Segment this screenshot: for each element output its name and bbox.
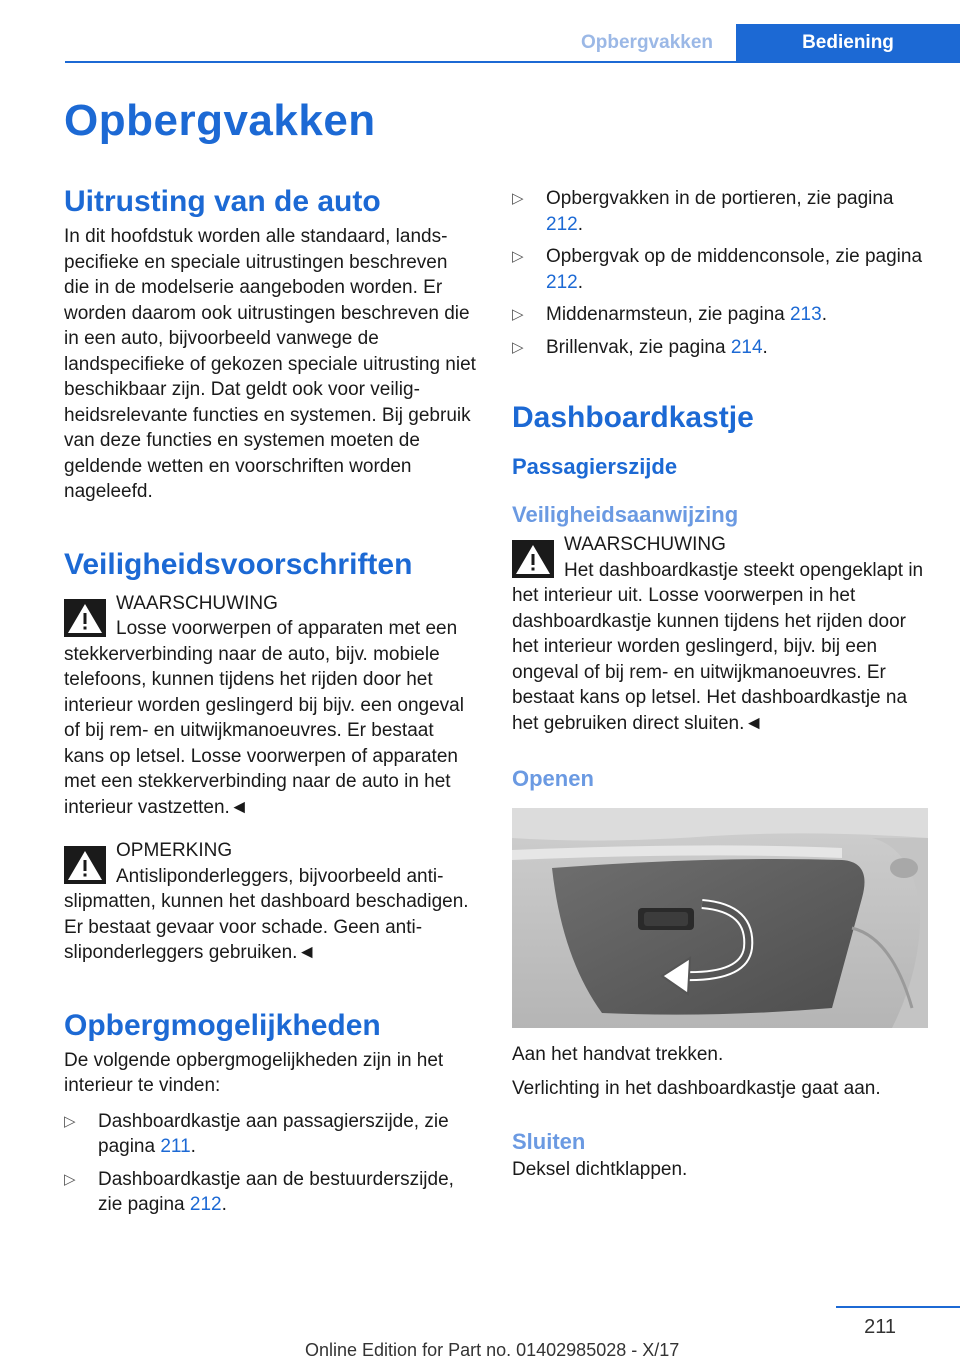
heading-safety-note: Veiligheidsaanwijzing — [512, 502, 739, 527]
warning-label: WAARSCHUWING — [116, 592, 278, 614]
header-section: Opbergvakken — [581, 32, 713, 53]
list-item: ▷ Dashboardkastje aan passagierszijde, zie pagina 211. — [64, 1110, 449, 1157]
page-link[interactable]: 212 — [546, 271, 578, 293]
left-column — [64, 180, 476, 1225]
warning-text: Losse voorwerpen of apparaten met een stekkerverbinding naar de auto, bijv. mobiele telefoons, kunnen tijdens het rijden door het interieur worden geslingerd bij bijv. een ongeval of bij rem- en uitwijkmanoeuvres. Er bestaat kans op letsel. Losse voorwerpen of apparaten met een stekkerverbinding naar de auto in het interieur vastzetten.◄ — [64, 618, 464, 818]
list-item: ▷ Middenarmsteun, zie pagina 213. — [512, 302, 930, 328]
warning-text: Het dashboardkastje steekt opengeklapt in het interieur uit. Losse voorwerpen in het dashboardkastje kunnen tijdens het rijden door het interieur worden geslingerd, bijv. bij een ongeval of bij rem- en uitwijkmanoeuvres. Er bestaat kans op letsel. Het dashboardkastje na het gebruiken direct sluiten.◄ — [512, 559, 924, 734]
arrow-bullet-icon: ▷ — [512, 248, 524, 265]
page-title: Opbergvakken — [64, 96, 376, 145]
paragraph-close: Deksel dichtklappen. — [512, 1159, 688, 1180]
arrow-bullet-icon: ▷ — [512, 306, 524, 323]
heading-open: Openen — [512, 766, 594, 791]
list-item: ▷ Opbergvak op de middenconsole, zie pagina 212. — [512, 246, 923, 293]
storage-list-left — [64, 1109, 476, 1218]
arrow-bullet-icon: ▷ — [64, 1170, 76, 1188]
heading-dashboard: Dashboardkastje — [512, 401, 754, 434]
page-header — [0, 24, 960, 62]
arrow-bullet-icon: ▷ — [512, 338, 524, 356]
page-link[interactable]: 212 — [546, 213, 578, 235]
warning-notice — [512, 532, 930, 736]
warning-triangle-icon — [512, 540, 554, 578]
list-item: ▷ Dashboardkastje aan de bestuurderszijde, zie pagina 212. — [64, 1168, 454, 1215]
paragraph-options: De volgende opbergmogelijkheden zijn in het interieur te vinden: — [64, 1049, 444, 1096]
right-column — [512, 180, 930, 1183]
page-link[interactable]: 211 — [160, 1136, 191, 1157]
page-link[interactable]: 213 — [789, 304, 822, 325]
paragraph-open-1: Aan het handvat trekken. — [512, 1044, 724, 1065]
header-rule — [65, 61, 960, 63]
warning-triangle-icon — [64, 599, 106, 637]
header-chapter: Bediening — [736, 24, 960, 62]
heading-safety: Veiligheidsvoorschriften — [64, 547, 413, 581]
heading-close: Sluiten — [512, 1129, 586, 1154]
warning-notice — [64, 591, 476, 821]
note-notice — [64, 838, 476, 966]
page-link[interactable]: 214 — [730, 336, 763, 358]
heading-options: Opbergmogelijkheden — [64, 1008, 381, 1042]
warning-label: WAARSCHUWING — [564, 534, 726, 555]
glovebox-photo — [512, 808, 928, 1028]
note-text: Antisliponderleggers, bijvoorbeeld antislipmatten, kunnen het dashboard beschadigen. Er bestaat gevaar voor schade. Geen antisliponderleggers gebruiken.◄ — [64, 865, 469, 963]
storage-list-right — [512, 186, 930, 360]
heading-equipment: Uitrusting van de auto — [64, 185, 381, 218]
arrow-bullet-icon: ▷ — [512, 190, 524, 207]
page-number: 211 — [864, 1316, 896, 1338]
list-item: ▷ Opbergvakken in de portieren, zie pagina 212. — [512, 188, 894, 235]
footer-rule — [836, 1306, 960, 1308]
arrow-bullet-icon: ▷ — [64, 1112, 76, 1130]
warning-triangle-icon — [64, 846, 106, 884]
heading-passenger: Passagierszijde — [512, 454, 678, 479]
page-link[interactable]: 212 — [189, 1194, 222, 1215]
paragraph-open-2: Verlichting in het dashboardkastje gaat aan. — [512, 1077, 881, 1099]
edition-text: Online Edition for Part no. 01402985028 - X/17 — [305, 1340, 680, 1360]
list-item: ▷ Brillenvak, zie pagina 214. — [512, 335, 930, 361]
note-label: OPMERKING — [116, 840, 233, 861]
paragraph-equipment: In dit hoofdstuk worden alle standaard, landspecifieke en speciale uitrustingen beschreven die in de modelserie aangeboden worden. Er worden daarom ook uitrustingen beschreven die in een auto, bijvoorbeeld vanwege de landspecifieke of gekozen speciale uitrusting niet beschikbaar zijn. Dat geldt ook voor veiligheidsrelevante functies en systemen. Bij gebruik van deze functies en systemen moeten de geldende wetten en voorschriften worden nageleefd. — [64, 226, 476, 502]
